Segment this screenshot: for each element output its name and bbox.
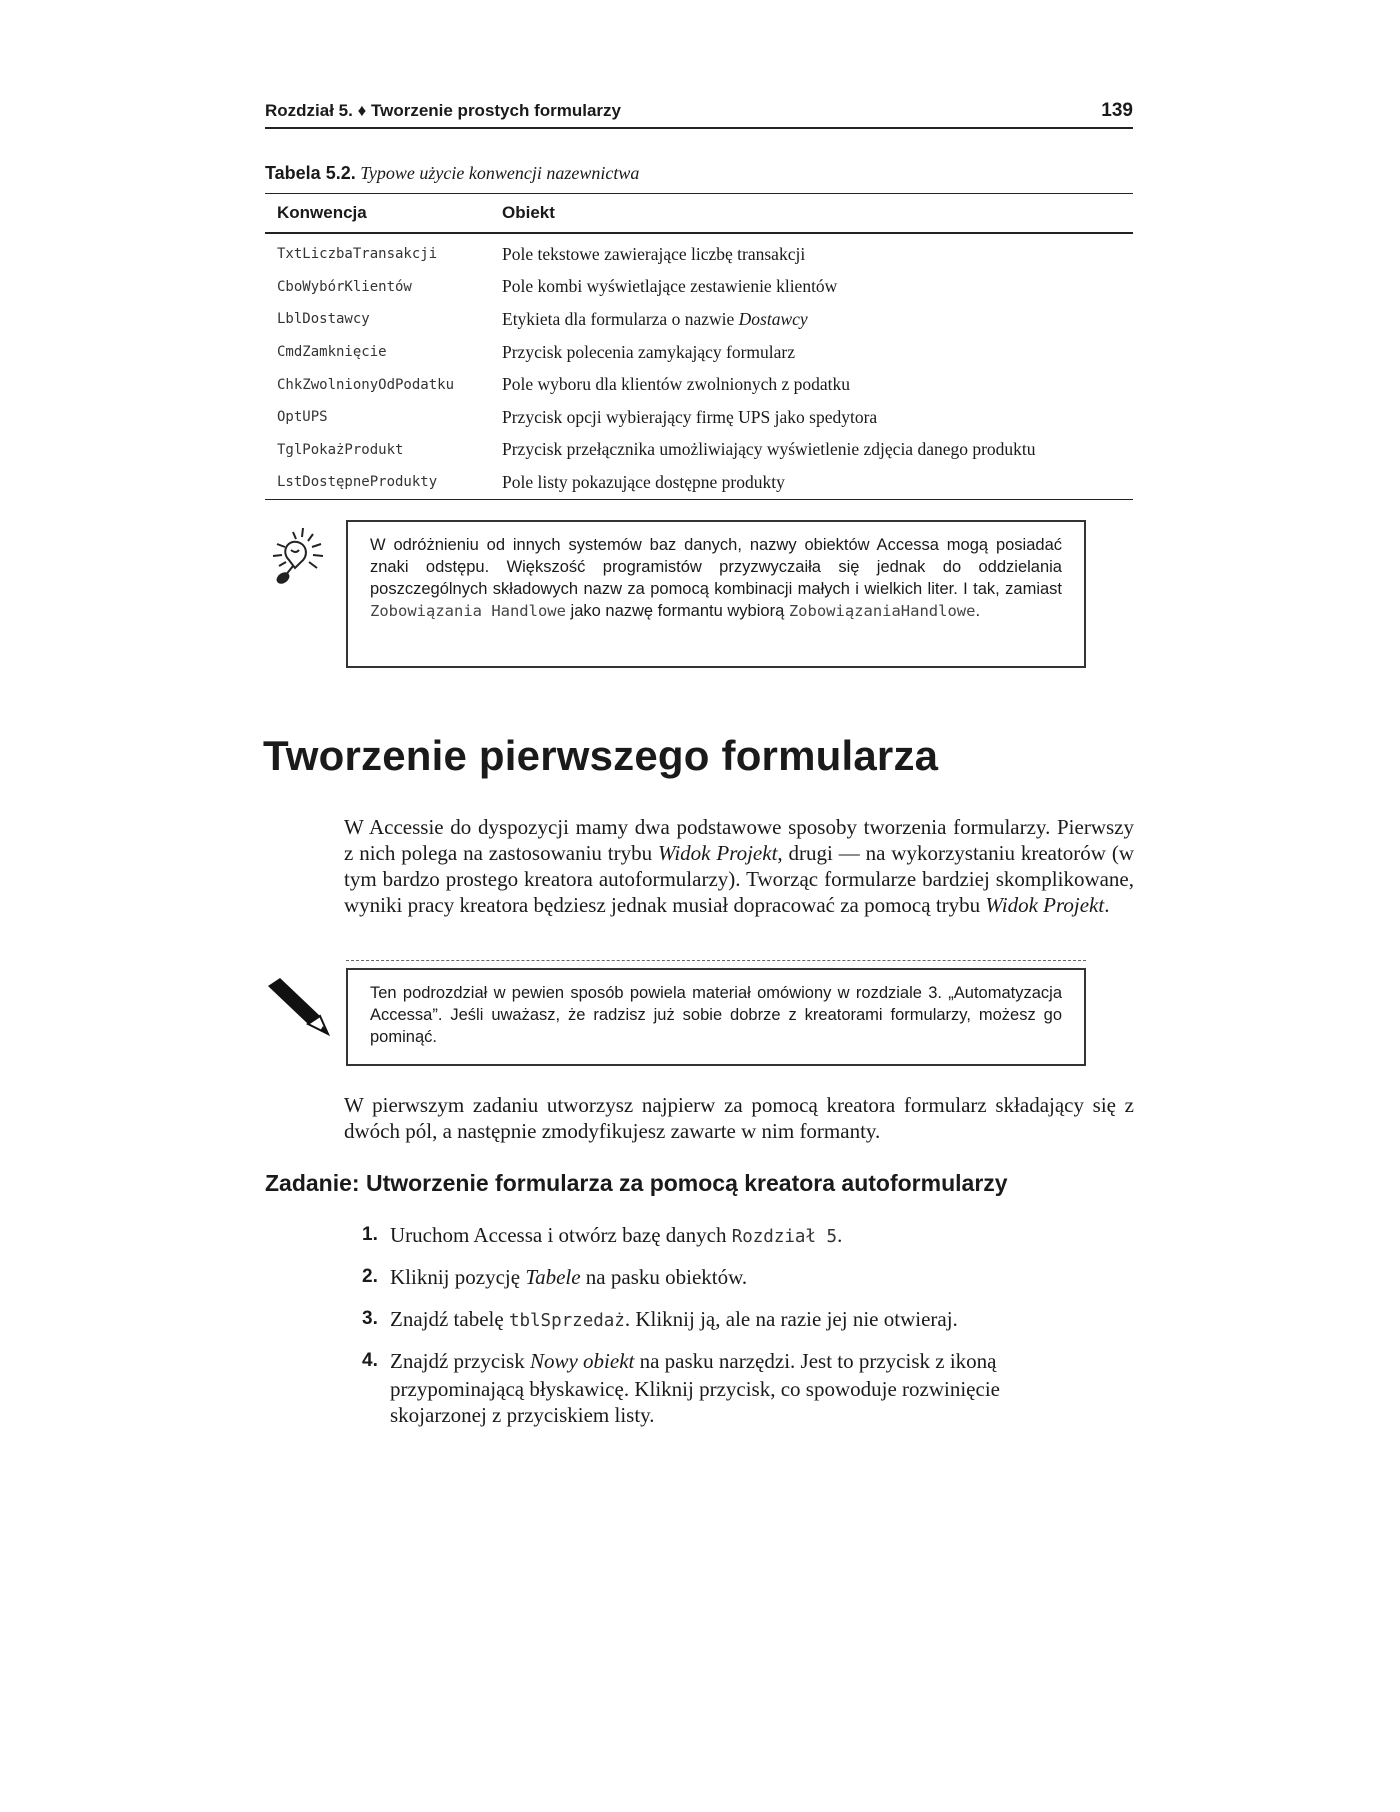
convention-cell: TglPokażProdukt: [277, 441, 404, 458]
object-cell: [490, 401, 1133, 434]
list-item: [362, 1222, 1102, 1250]
naming-convention-table: [265, 193, 1133, 500]
task-title: Zadanie: Utworzenie formularza za pomocą kreatora autoformularzy: [265, 1170, 1008, 1196]
convention-cell: ChkZwolnionyOdPodatku: [277, 376, 455, 393]
para-em: Widok Projekt: [658, 841, 778, 865]
step-text: Uruchom Accessa i otwórz bazę danych: [390, 1223, 732, 1247]
tip-text: W odróżnieniu od innych systemów baz danych, nazwy obiektów Accessa mogą posiadać znaki odstępu. Większość programistów przyzwyczaiła się jednak do oddzielania poszczególnych składowych nazw za pomocą kombinacji małych i wielkich liter. I tak, zamiast: [370, 536, 1062, 598]
tip-code-spaced: Zobowiązania Handlowe: [370, 602, 566, 620]
intro-paragraph: [344, 814, 1134, 918]
note-text: Ten podrozdział w pewien sposób powiela materiał omówiony w rozdziale 3. „Automatyzacja Accessa”. Jeśli uważasz, że radzisz już sobie dobrze z kreatorami formularzy, możesz go pominąć.: [370, 984, 1062, 1046]
tip-text: .: [975, 602, 981, 620]
para-text: .: [1104, 893, 1110, 917]
step-code: tblSprzedaż: [508, 1311, 625, 1331]
step-text: na pasku obiektów.: [580, 1265, 748, 1289]
convention-cell: CmdZamknięcie: [277, 344, 387, 361]
task-intro-paragraph: W pierwszym zadaniu utworzysz najpierw za pomocą kreatora formularz składający się z dwóch pól, a następnie zmodyfikujesz zawarte w nim formanty.: [344, 1093, 1134, 1143]
note-box: [346, 968, 1086, 1066]
page-number: 139: [1101, 100, 1133, 121]
object-em: Dostawcy: [738, 308, 808, 329]
para-text: W Accessie do dyspozycji mamy dwa podstawowe sposoby tworzenia formularzy. Pierwszy z nich polega na zastosowaniu trybu: [344, 815, 1134, 865]
step-text: Kliknij pozycję: [390, 1265, 526, 1289]
convention-cell: LblDostawcy: [277, 311, 370, 328]
object-cell: [490, 233, 1133, 271]
object-cell: [490, 368, 1133, 401]
step-text: Znajdź przycisk: [390, 1349, 530, 1373]
object-text: Pole kombi wyświetlające zestawienie klientów: [502, 276, 838, 297]
table-caption-text: Typowe użycie konwencji nazewnictwa: [360, 163, 640, 183]
object-cell: [490, 336, 1133, 369]
object-text: Pole wyboru dla klientów zwolnionych z podatku: [502, 374, 850, 395]
pencil-icon: [266, 976, 334, 1038]
section-title: Tworzenie pierwszego formularza: [263, 732, 939, 779]
step-number: 2.: [362, 1266, 378, 1287]
convention-cell: OptUPS: [277, 409, 328, 426]
table-row: [265, 466, 1133, 499]
step-em: Nowy obiekt: [529, 1349, 635, 1373]
object-cell: [490, 466, 1133, 499]
convention-cell: TxtLiczbaTransakcji: [277, 246, 438, 263]
convention-cell: LstDostępneProdukty: [277, 474, 438, 491]
step-text: .: [837, 1223, 843, 1247]
lightbulb-icon: [263, 522, 333, 592]
column-header-convention: Konwencja: [277, 203, 367, 222]
table-row: [265, 271, 1133, 304]
list-item: [362, 1264, 1102, 1292]
table-row: [265, 434, 1133, 467]
object-text: Etykieta dla formularza o nazwie: [502, 308, 739, 329]
object-text: Przycisk przełącznika umożliwiający wyświetlenie zdjęcia danego produktu: [502, 439, 1036, 460]
para-em: Widok Projekt: [985, 893, 1105, 917]
task-steps: [362, 1222, 1102, 1442]
list-item: [362, 1348, 1102, 1428]
running-header: [265, 99, 1133, 129]
object-text: Pole listy pokazujące dostępne produkty: [502, 471, 785, 492]
step-text: na pasku narzędzi. Jest to przycisk z ikoną przypominającą błyskawicę. Kliknij przycisk, co spowoduje rozwinięcie skojarzonej z przyciskiem listy.: [390, 1349, 1000, 1427]
table-row: [265, 401, 1133, 434]
chapter-title: Rozdział 5. ♦ Tworzenie prostych formularzy: [265, 101, 621, 120]
tip-text: jako nazwę formantu wybiorą: [565, 602, 789, 620]
object-text: Pole tekstowe zawierające liczbę transakcji: [502, 243, 806, 264]
object-text: Przycisk opcji wybierający firmę UPS jako spedytora: [502, 406, 878, 427]
convention-cell: CboWybórKlientów: [277, 278, 412, 295]
table-row: [265, 233, 1133, 271]
list-item: [362, 1306, 1102, 1334]
column-header-object: Obiekt: [502, 203, 555, 222]
step-em: Tabele: [525, 1265, 581, 1289]
para-text: , drugi — na wykorzystaniu kreatorów (w tym bardzo prostego kreatora autoformularzy). Tworząc formularze bardziej skomplikowane, wyniki pracy kreatora będziesz jednak musiał dopracować za pomocą trybu: [344, 841, 1134, 917]
table-caption: [265, 163, 639, 184]
tip-code-camel: ZobowiązaniaHandlowe: [788, 602, 976, 620]
table-row: [265, 303, 1133, 336]
object-cell: [490, 271, 1133, 304]
tip-box: [346, 520, 1086, 668]
step-code: Rozdział 5: [731, 1227, 838, 1247]
table-row: [265, 336, 1133, 369]
step-number: 4.: [362, 1350, 378, 1371]
step-number: 1.: [362, 1224, 378, 1245]
object-cell: [490, 303, 1133, 336]
table-caption-label: Tabela 5.2.: [265, 163, 356, 183]
step-number: 3.: [362, 1308, 378, 1329]
object-cell: [490, 434, 1133, 467]
table-row: [265, 368, 1133, 401]
step-text: . Kliknij ją, ale na razie jej nie otwieraj.: [624, 1307, 958, 1331]
table-header-row: [265, 194, 1133, 234]
note-divider: [346, 960, 1086, 961]
step-text: Znajdź tabelę: [390, 1307, 509, 1331]
object-text: Przycisk polecenia zamykający formularz: [502, 341, 795, 362]
